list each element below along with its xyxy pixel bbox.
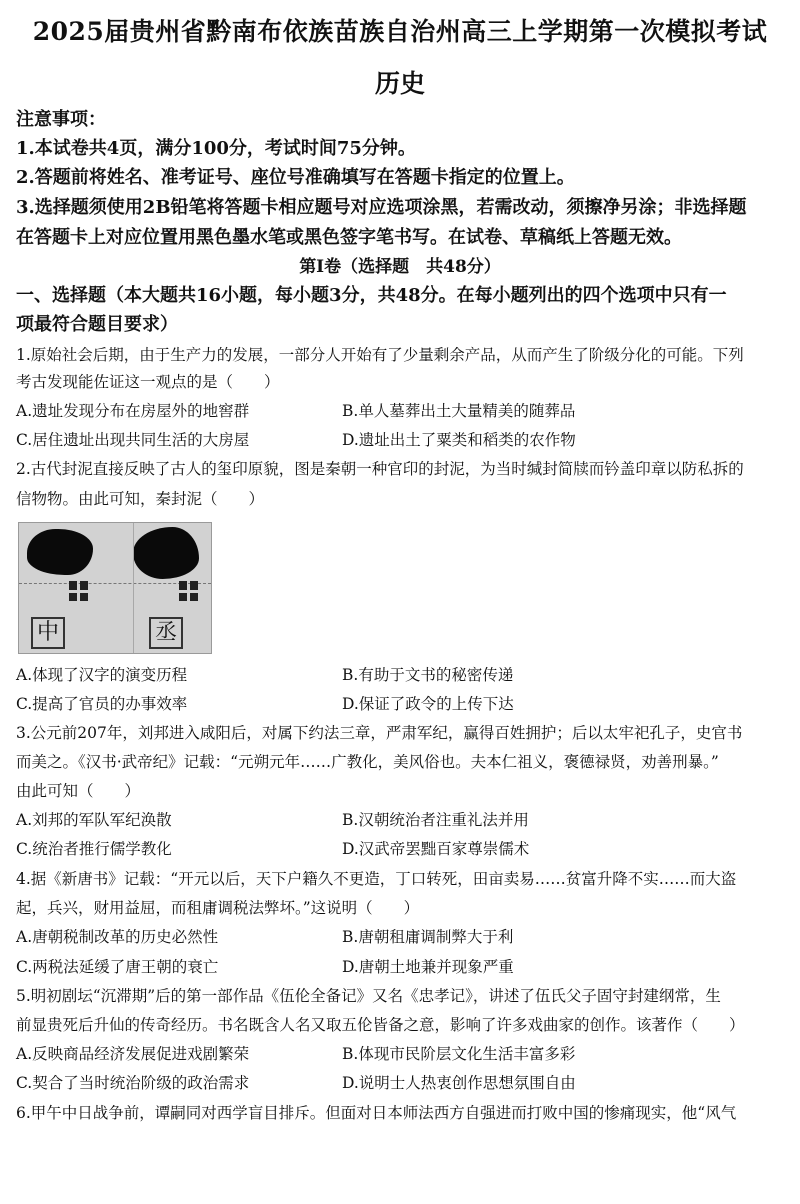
part-heading-line-1: 一、选择题（本大题共16小题，每小题3分，共48分。在每小题列出的四个选项中只有一	[16, 285, 727, 306]
seal-grid-mark-left	[69, 581, 89, 601]
question-1-option-d: D.遗址出土了粟类和稻类的农作物	[342, 431, 576, 449]
question-5-option-b: B.体现市民阶层文化生活丰富多彩	[342, 1045, 576, 1063]
question-4-option-c: C.两税法延缓了唐王朝的衰亡	[16, 958, 219, 976]
question-1-option-a: A.遗址发现分布在房屋外的地窖群	[16, 402, 250, 420]
seal-impression-blob-left	[27, 529, 93, 575]
question-4-option-d: D.唐朝土地兼并现象严重	[342, 958, 514, 976]
question-2-option-a: A.体现了汉字的演变历程	[16, 666, 188, 684]
figure-vertical-divider	[133, 523, 134, 653]
notice-item-3-line-2: 在答题卡上对应位置用黑色墨水笔或黑色签字笔书写。在试卷、草稿纸上答题无效。	[16, 227, 682, 248]
volume-heading: 第Ⅰ卷（选择题 共48分）	[299, 257, 501, 277]
question-4-option-b: B.唐朝租庸调制弊大于利	[342, 928, 514, 946]
question-5-option-a: A.反映商品经济发展促进戏剧繁荣	[16, 1045, 250, 1063]
question-4-stem-line-2: 起，兵兴，财用益屈，而租庸调税法弊坏。”这说明（ ）	[16, 899, 420, 917]
exam-title: 2025届贵州省黔南布依族苗族自治州高三上学期第一次模拟考试	[32, 17, 768, 46]
question-2-option-b: B.有助于文书的秘密传递	[342, 666, 514, 684]
question-3-stem-line-2: 而美之。《汉书·武帝纪》记载：“元朔元年……广教化，美风俗也。夫本仁祖义，褒德禄贤，劝善刑暴。”	[16, 753, 719, 771]
question-3-stem-line-1: 3.公元前207年，刘邦进入咸阳后，对属下约法三章，严肃军纪，赢得百姓拥护；后以太牢祀孔子，史官书	[16, 724, 743, 742]
seal-character-left: 中	[31, 617, 65, 649]
qin-seal-clay-image	[18, 522, 212, 654]
question-2-option-c: C.提高了官员的办事效率	[16, 695, 188, 713]
question-5-option-d: D.说明士人热衷创作思想氛围自由	[342, 1074, 576, 1092]
question-3-option-b: B.汉朝统治者注重礼法并用	[342, 811, 529, 829]
question-3-option-c: C.统治者推行儒学教化	[16, 840, 172, 858]
question-1-option-b: B.单人墓葬出土大量精美的随葬品	[342, 402, 576, 420]
question-6-stem-line-1: 6.甲午中日战争前，谭嗣同对西学盲目排斥。但面对日本师法西方自强进而打败中国的惨痛现实，他“风气	[16, 1104, 737, 1122]
question-1-stem-line-2: 考古发现能佐证这一观点的是（ ）	[16, 373, 280, 391]
question-5-option-c: C.契合了当时统治阶级的政治需求	[16, 1074, 250, 1092]
part-heading-line-2: 项最符合题目要求）	[16, 314, 178, 335]
notice-item-3-line-1: 3.选择题须使用2B铅笔将答题卡相应题号对应选项涂黑，若需改动，须擦净另涂；非选择题	[16, 197, 747, 218]
question-1-stem-line-1: 1.原始社会后期，由于生产力的发展，一部分人开始有了少量剩余产品，从而产生了阶级分化的可能。下列	[16, 346, 744, 364]
question-3-stem-line-3: 由此可知（ ）	[16, 782, 141, 800]
question-4-option-a: A.唐朝税制改革的历史必然性	[16, 928, 219, 946]
seal-character-right: 丞	[149, 617, 183, 649]
question-1-option-c: C.居住遗址出现共同生活的大房屋	[16, 431, 250, 449]
exam-subject: 历史	[374, 69, 425, 98]
question-2-stem-line-2: 信物物。由此可知，秦封泥（ ）	[16, 490, 265, 508]
question-5-stem-line-2: 前显贵死后升仙的传奇经历。书名既含人名又取五伦皆备之意，影响了许多戏曲家的创作。该著作（ ）	[16, 1016, 745, 1034]
question-3-option-d: D.汉武帝罢黜百家尊崇儒术	[342, 840, 530, 858]
notice-item-1: 1.本试卷共4页，满分100分，考试时间75分钟。	[16, 138, 416, 159]
question-2-stem-line-1: 2.古代封泥直接反映了古人的玺印原貌，图是秦朝一种官印的封泥，为当时缄封简牍而钤盖印章以防私拆的	[16, 460, 744, 478]
question-5-stem-line-1: 5.明初剧坛“沉滞期”后的第一部作品《伍伦全备记》又名《忠孝记》，讲述了伍氏父子固守封建纲常，生	[16, 987, 721, 1005]
question-3-option-a: A.刘邦的军队军纪涣散	[16, 811, 172, 829]
seal-grid-mark-right	[179, 581, 199, 601]
seal-impression-blob-right	[133, 527, 199, 579]
question-4-stem-line-1: 4.据《新唐书》记载：“开元以后，天下户籍久不更造，丁口转死，田亩卖易……贫富升降不实……而大盗	[16, 870, 737, 888]
question-2-option-d: D.保证了政令的上传下达	[342, 695, 514, 713]
notice-heading: 注意事项：	[16, 109, 106, 130]
notice-item-2: 2.答题前将姓名、准考证号、座位号准确填写在答题卡指定的位置上。	[16, 167, 575, 188]
